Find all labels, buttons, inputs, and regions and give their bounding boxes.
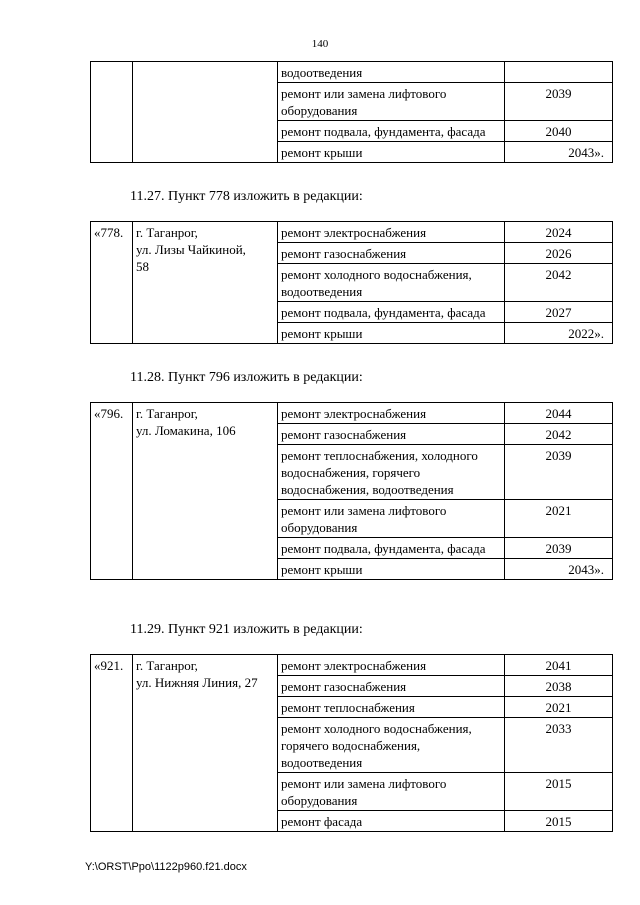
- work-cell: ремонт фасада: [278, 811, 505, 832]
- section-heading-796: 11.28. Пункт 796 изложить в редакции:: [130, 370, 363, 385]
- address-cell: [133, 403, 278, 580]
- year-cell: 2044: [505, 403, 613, 424]
- year-cell: 2024: [505, 222, 613, 243]
- table-item-796: [90, 402, 613, 580]
- year-cell: 2042: [505, 424, 613, 445]
- table-row: [91, 655, 613, 676]
- year-cell: 2027: [505, 302, 613, 323]
- section-heading-778: 11.27. Пункт 778 изложить в редакции:: [130, 189, 363, 204]
- work-cell: ремонт газоснабжения: [278, 424, 505, 445]
- year-cell: 2033: [505, 718, 613, 773]
- year-cell: 2039: [505, 445, 613, 500]
- work-cell: ремонт холодного водоснабжения, горячего водоснабжения, водоотведения: [278, 718, 505, 773]
- year-cell: 2043».: [505, 559, 613, 580]
- address-line: г. Таганрог,: [136, 406, 198, 421]
- work-cell: ремонт газоснабжения: [278, 243, 505, 264]
- year-cell: 2042: [505, 264, 613, 302]
- address-cell: [133, 222, 278, 344]
- continued-table: [90, 61, 613, 163]
- year-cell: 2021: [505, 500, 613, 538]
- address-cell: [133, 655, 278, 832]
- work-cell: ремонт подвала, фундамента, фасада: [278, 302, 505, 323]
- address-line: г. Таганрог,: [136, 225, 198, 240]
- work-cell: ремонт подвала, фундамента, фасада: [278, 121, 505, 142]
- year-cell: 2022».: [505, 323, 613, 344]
- work-cell: водоотведения: [278, 62, 505, 83]
- num-cell: «921.: [91, 655, 133, 832]
- work-cell: ремонт крыши: [278, 323, 505, 344]
- year-cell: [505, 62, 613, 83]
- section-heading-921: 11.29. Пункт 921 изложить в редакции:: [130, 622, 363, 637]
- work-cell: ремонт теплоснабжения, холодного водоснабжения, горячего водоснабжения, водоотведения: [278, 445, 505, 500]
- work-cell: ремонт или замена лифтового оборудования: [278, 773, 505, 811]
- work-cell: ремонт электроснабжения: [278, 222, 505, 243]
- year-cell: 2039: [505, 83, 613, 121]
- work-cell: ремонт крыши: [278, 142, 505, 163]
- work-cell: ремонт холодного водоснабжения, водоотведения: [278, 264, 505, 302]
- year-cell: 2015: [505, 811, 613, 832]
- year-cell: 2021: [505, 697, 613, 718]
- address-line: г. Таганрог,: [136, 658, 198, 673]
- footer-file-path: Y:\ORST\Ppo\1122p960.f21.docx: [85, 861, 247, 873]
- year-cell: 2041: [505, 655, 613, 676]
- work-cell: ремонт крыши: [278, 559, 505, 580]
- table-row: [91, 62, 613, 83]
- work-cell: ремонт электроснабжения: [278, 655, 505, 676]
- year-cell: 2015: [505, 773, 613, 811]
- address-line: 58: [136, 259, 149, 274]
- work-cell: ремонт подвала, фундамента, фасада: [278, 538, 505, 559]
- work-cell: ремонт или замена лифтового оборудования: [278, 500, 505, 538]
- page-number: 140: [311, 38, 329, 50]
- address-cell: [133, 62, 278, 163]
- address-line: ул. Нижняя Линия, 27: [136, 675, 258, 690]
- work-cell: ремонт газоснабжения: [278, 676, 505, 697]
- table-row: [91, 222, 613, 243]
- num-cell: «796.: [91, 403, 133, 580]
- num-cell: «778.: [91, 222, 133, 344]
- table-item-921: [90, 654, 613, 832]
- year-cell: 2043».: [505, 142, 613, 163]
- address-line: ул. Ломакина, 106: [136, 423, 236, 438]
- work-cell: ремонт или замена лифтового оборудования: [278, 83, 505, 121]
- year-cell: 2038: [505, 676, 613, 697]
- num-cell: [91, 62, 133, 163]
- year-cell: 2026: [505, 243, 613, 264]
- year-cell: 2040: [505, 121, 613, 142]
- work-cell: ремонт теплоснабжения: [278, 697, 505, 718]
- table-row: [91, 403, 613, 424]
- table-item-778: [90, 221, 613, 344]
- work-cell: ремонт электроснабжения: [278, 403, 505, 424]
- year-cell: 2039: [505, 538, 613, 559]
- address-line: ул. Лизы Чайкиной,: [136, 242, 246, 257]
